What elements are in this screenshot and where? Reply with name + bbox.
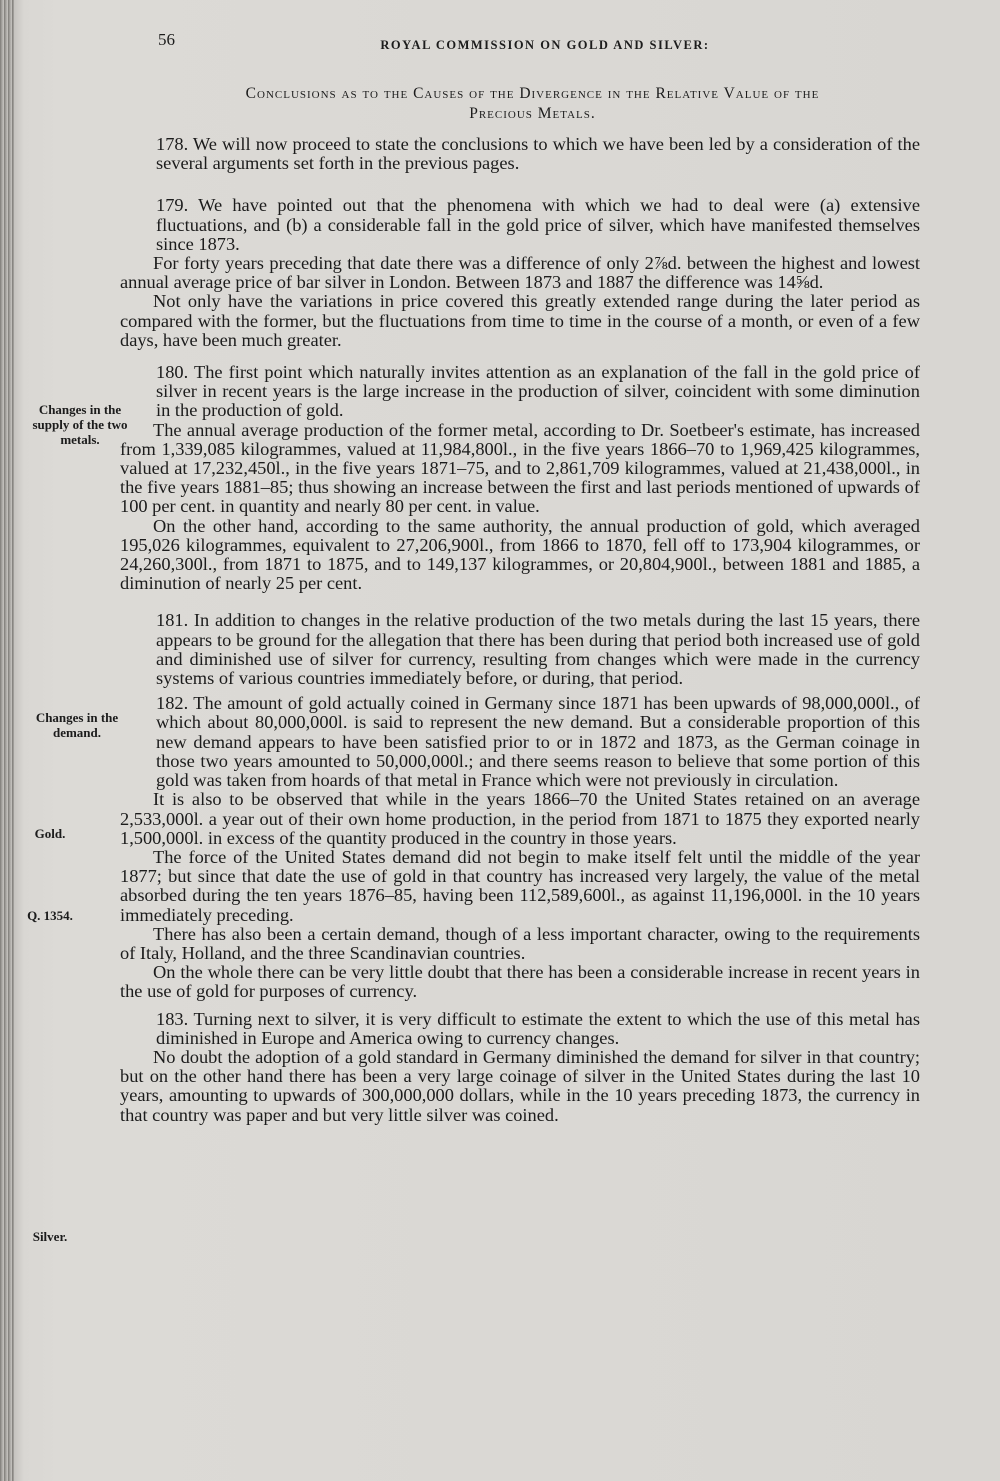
paragraph-182: 182. The amount of gold actually coined in Germany since 1871 has been upwards of 98,000,000l., of which about 80,000,000l. is said to represent the new demand. But a considerable proportion of this new demand appears to have been satisfied prior to or in 1872 and 1873, as the German coinage in those two years amounted to 50,000,000l.; and there seems reason to believe that some portion of this gold was taken from hoards of that metal in France which were not previously in circulation. bbox=[156, 693, 920, 791]
body-text bbox=[120, 135, 920, 1125]
paragraph-179-c: Not only have the variations in price covered this greatly extended range during the later period as compared with the former, but the fluctuations from time to time in the course of a month, or even of a few days, have been much greater. bbox=[120, 291, 920, 350]
margin-note-silver: Silver. bbox=[32, 1229, 68, 1244]
paragraph-179: 179. We have pointed out that the phenomena with which we had to deal were (a) extensive fluctuations, and (b) a considerable fall in the gold price of silver, which have manifested themselves since 1873. bbox=[156, 195, 920, 254]
page-number: 56 bbox=[158, 30, 175, 49]
paragraph-183: 183. Turning next to silver, it is very difficult to estimate the extent to which the use of this metal has diminished in Europe and America owing to currency changes. bbox=[156, 1008, 920, 1048]
margin-note-demand: Changes in the demand. bbox=[35, 710, 119, 740]
paragraph-180-c: On the other hand, according to the same authority, the annual production of gold, which averaged 195,026 kilogrammes, equivalent to 27,206,900l., from 1866 to 1870, fell off to 173,904 kilogrammes, or 24,260,300l., from 1871 to 1875, and to 149,137 kilogrammes, or 20,804,900l., between 1881 and 1885, a diminution of nearly 25 per cent. bbox=[120, 515, 920, 594]
running-head: ROYAL COMMISSION ON GOLD AND SILVER: bbox=[380, 38, 710, 52]
paragraph-181: 181. In addition to changes in the relative production of the two metals during the last 15 years, there appears to be ground for the allegation that there has been during that period both increased use of gold and diminished use of silver for currency, resulting from changes which were made in the currency systems of various countries immediately before, or during, that period. bbox=[156, 610, 920, 689]
section-title-line-1: Conclusions as to the Causes of the Divergence in the Relative Value of the bbox=[245, 85, 820, 102]
paragraph-179-b: For forty years preceding that date there was a difference of only 2⅞d. between the highest and lowest annual average price of bar silver in London. Between 1873 and 1887 the difference was 14⅝d. bbox=[120, 253, 920, 293]
book-binding-edge bbox=[0, 0, 14, 1481]
paragraph-178: 178. We will now proceed to state the conclusions to which we have been led by a consideration of the several arguments set forth in the previous pages. bbox=[156, 134, 920, 174]
paragraph-180: 180. The first point which naturally invites attention as an explanation of the fall in the gold price of silver in recent years is the large increase in the production of silver, coincident with some diminution in the production of gold. bbox=[156, 362, 920, 421]
paragraph-182-e: On the whole there can be very little doubt that there has been a considerable increase in recent years in the use of gold for purposes of currency. bbox=[120, 962, 920, 1002]
paragraph-180-b: The annual average production of the former metal, according to Dr. Soetbeer's estimate, has increased from 1,339,085 kilogrammes, valued at 11,984,800l., in the five years 1866–70 to 1,969,425 kilogrammes, valued at 17,232,450l., in the five years 1871–75, and to 2,861,709 kilogrammes, valued at 21,438,000l., in the five years 1881–85; thus showing an increase between the first and last periods mentioned of upwards of 100 per cent. in quantity and nearly 80 per cent. in value. bbox=[120, 419, 920, 517]
paragraph-182-d: There has also been a certain demand, though of a less important character, owing to the requirements of Italy, Holland, and the three Scandinavian countries. bbox=[120, 923, 920, 963]
section-title-line-2: Precious Metals. bbox=[469, 105, 596, 122]
paragraph-182-b: It is also to be observed that while in the years 1866–70 the United States retained on an average 2,533,000l. a year out of their own home production, in the period from 1871 to 1875 they exported nearly 1,500,000l. in excess of the quantity produced in the country in those years. bbox=[120, 789, 920, 848]
margin-note-question-ref: Q. 1354. bbox=[27, 908, 73, 923]
paragraph-183-b: No doubt the adoption of a gold standard in Germany diminished the demand for silver in that country; but on the other hand there has been a very large coinage of silver in the United States during the last 10 years, amounting to upwards of 300,000,000 dollars, while in the 10 years preceding 1873, the currency in that country was paper and but very little silver was coined. bbox=[120, 1046, 920, 1125]
paragraph-182-c: The force of the United States demand did not begin to make itself felt until the middle of the year 1877; but since that date the use of gold in that country has increased very largely, the value of the metal absorbed during the ten years 1876–85, having been 112,589,600l., as against 11,196,000l. in the 10 years immediately preceding. bbox=[120, 846, 920, 925]
section-title bbox=[150, 84, 915, 124]
margin-note-supply: Changes in the supply of the two metals. bbox=[32, 402, 128, 447]
margin-note-gold: Gold. bbox=[34, 826, 66, 841]
page-header bbox=[155, 30, 935, 60]
